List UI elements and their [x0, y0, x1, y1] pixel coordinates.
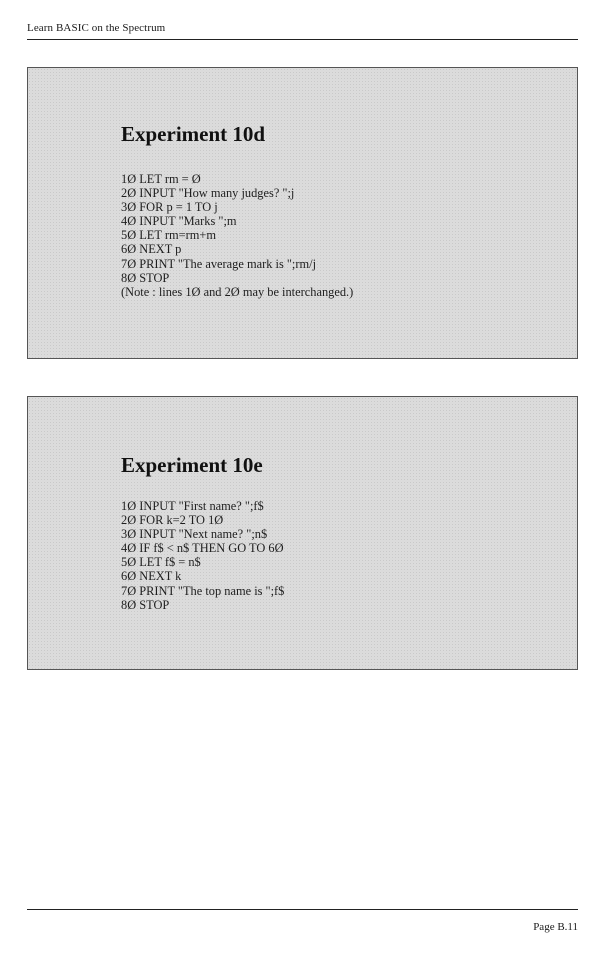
code-line: 1Ø LET rm = Ø [121, 172, 201, 186]
code-line: 7Ø PRINT "The average mark is ";rm/j [121, 256, 317, 271]
experiment-title: Experiment 10d [121, 122, 266, 146]
code-line: 5Ø LET rm=rm+m [121, 228, 216, 243]
code-line: 8Ø STOP [121, 597, 170, 612]
code-note: (Note : lines 1Ø and 2Ø may be interchanged.) [121, 284, 354, 299]
footer-divider [27, 909, 578, 910]
experiment-panel-10e [27, 396, 578, 670]
experiment-panel-10d [27, 67, 578, 359]
code-line: 3Ø INPUT "Next name? ";n$ [121, 527, 268, 542]
code-listing [121, 499, 284, 612]
code-line: 8Ø STOP [121, 270, 170, 285]
code-line: 3Ø FOR p = 1 TO j [121, 200, 218, 215]
code-line: 6Ø NEXT p [121, 242, 182, 257]
code-line: 2Ø FOR k=2 TO 1Ø [121, 513, 224, 528]
code-line: 6Ø NEXT k [121, 569, 182, 584]
page-number: Page B.11 [533, 921, 578, 933]
code-line: 7Ø PRINT "The top name is ";f$ [121, 583, 285, 598]
experiment-title: Experiment 10e [121, 453, 263, 477]
code-line: 4Ø IF f$ < n$ THEN GO TO 6Ø [121, 541, 284, 556]
running-header: Learn BASIC on the Spectrum [27, 22, 166, 34]
code-line: 1Ø INPUT "First name? ";f$ [121, 499, 264, 513]
code-line: 4Ø INPUT "Marks ";m [121, 214, 237, 229]
code-line: 2Ø INPUT "How many judges? ";j [121, 186, 295, 201]
header-divider [27, 39, 578, 40]
code-line: 5Ø LET f$ = n$ [121, 555, 201, 570]
code-listing [121, 172, 353, 299]
